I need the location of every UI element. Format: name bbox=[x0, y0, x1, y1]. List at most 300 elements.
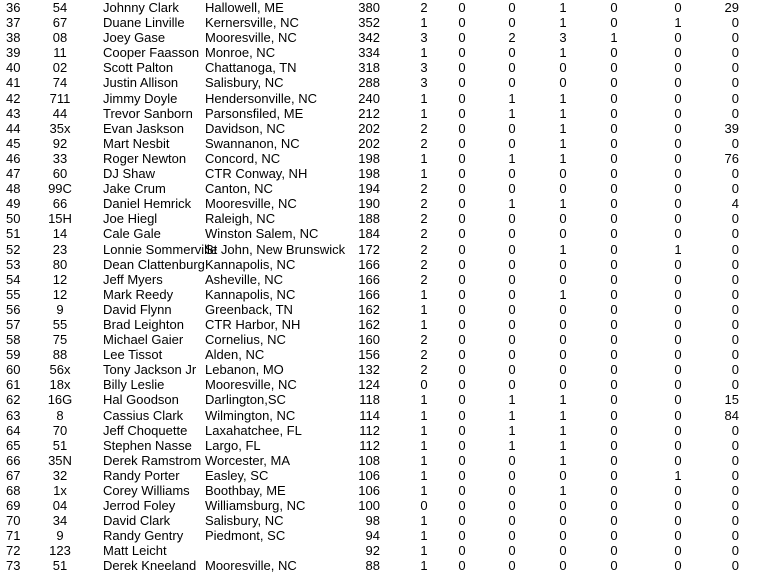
table-row bbox=[0, 151, 760, 166]
table-row bbox=[0, 468, 760, 483]
stat-col-9-cell: 0 bbox=[559, 316, 567, 332]
table-row bbox=[0, 181, 760, 196]
car-number-cell: 67 bbox=[52, 15, 68, 31]
points-cell: 166 bbox=[358, 271, 380, 287]
points-cell: 112 bbox=[359, 437, 380, 453]
points-cell: 166 bbox=[358, 256, 380, 272]
car-number-cell: 80 bbox=[52, 256, 68, 272]
stat-col-7-cell: 0 bbox=[458, 332, 466, 348]
stat-col-9-cell: 0 bbox=[559, 347, 567, 363]
stat-col-8-cell: 0 bbox=[508, 483, 516, 498]
points-cell: 202 bbox=[358, 135, 380, 151]
position-cell: 48 bbox=[6, 181, 21, 197]
hometown-cell: CTR Conway, NH bbox=[205, 166, 308, 182]
table-row bbox=[0, 45, 760, 60]
stat-col-8-cell: 0 bbox=[508, 181, 516, 197]
hometown-cell: Concord, NC bbox=[205, 150, 281, 166]
table-row bbox=[0, 558, 760, 573]
position-cell: 41 bbox=[6, 75, 21, 91]
hometown-cell: Hallowell, ME bbox=[205, 0, 284, 15]
hometown-cell: Largo, FL bbox=[205, 437, 261, 453]
car-number-cell: 66 bbox=[52, 196, 68, 212]
position-cell: 56 bbox=[6, 301, 21, 317]
starts-cell: 1 bbox=[420, 45, 428, 61]
stat-col-7-cell: 0 bbox=[458, 271, 466, 287]
starts-cell: 1 bbox=[420, 467, 428, 483]
stat-col-11-cell: 0 bbox=[674, 120, 682, 136]
stat-col-8-cell: 0 bbox=[508, 347, 516, 363]
driver-name-cell: Tony Jackson Jr bbox=[103, 362, 197, 378]
position-cell: 62 bbox=[6, 392, 21, 408]
starts-cell: 3 bbox=[420, 60, 428, 76]
driver-name-cell: Jake Crum bbox=[103, 181, 166, 197]
stat-col-9-cell: 0 bbox=[559, 271, 567, 287]
table-row bbox=[0, 302, 760, 317]
stat-col-10-cell: 0 bbox=[610, 467, 618, 483]
stat-col-10-cell: 0 bbox=[610, 226, 618, 242]
stat-col-10-cell: 0 bbox=[610, 135, 618, 151]
points-cell: 288 bbox=[358, 75, 380, 91]
stat-col-11-cell: 0 bbox=[674, 528, 682, 544]
table-row bbox=[0, 226, 760, 241]
stat-col-11-cell: 0 bbox=[674, 347, 682, 363]
stat-col-8-cell: 1 bbox=[508, 196, 516, 212]
stat-col-9-cell: 1 bbox=[559, 422, 567, 438]
stat-col-8-cell: 0 bbox=[508, 75, 516, 91]
stat-col-9-cell: 0 bbox=[559, 498, 567, 514]
stat-col-7-cell: 0 bbox=[458, 347, 466, 363]
stat-col-12-cell: 0 bbox=[731, 558, 739, 574]
stat-col-8-cell: 0 bbox=[508, 301, 516, 317]
stat-col-12-cell: 0 bbox=[731, 316, 739, 332]
stat-col-12-cell: 0 bbox=[731, 15, 739, 31]
driver-name-cell: Johnny Clark bbox=[103, 0, 179, 15]
car-number-cell: 51 bbox=[52, 437, 68, 453]
position-cell: 68 bbox=[6, 483, 21, 498]
starts-cell: 1 bbox=[420, 558, 428, 574]
driver-name-cell: Randy Porter bbox=[103, 467, 180, 483]
stat-col-12-cell: 0 bbox=[731, 528, 739, 544]
stat-col-10-cell: 0 bbox=[610, 120, 618, 136]
stat-col-11-cell: 0 bbox=[674, 150, 682, 166]
car-number-cell: 51 bbox=[52, 558, 68, 574]
stat-col-7-cell: 0 bbox=[458, 543, 466, 559]
stat-col-7-cell: 0 bbox=[458, 45, 466, 61]
stat-col-7-cell: 0 bbox=[458, 256, 466, 272]
car-number-cell: 08 bbox=[52, 30, 68, 46]
stat-col-9-cell: 1 bbox=[559, 90, 567, 106]
stat-col-10-cell: 0 bbox=[610, 528, 618, 544]
stat-col-12-cell: 0 bbox=[731, 166, 739, 182]
stat-col-12-cell: 0 bbox=[731, 271, 739, 287]
stat-col-8-cell: 1 bbox=[508, 422, 516, 438]
stat-col-10-cell: 0 bbox=[610, 483, 618, 498]
points-cell: 190 bbox=[358, 196, 380, 212]
position-cell: 63 bbox=[6, 407, 21, 423]
stat-col-10-cell: 0 bbox=[610, 543, 618, 559]
starts-cell: 2 bbox=[420, 332, 428, 348]
stat-col-12-cell: 0 bbox=[731, 422, 739, 438]
points-cell: 92 bbox=[365, 543, 380, 559]
table-row bbox=[0, 287, 760, 302]
stat-col-9-cell: 0 bbox=[559, 332, 567, 348]
starts-cell: 2 bbox=[420, 135, 428, 151]
points-cell: 156 bbox=[358, 347, 380, 363]
hometown-cell: Kernersville, NC bbox=[205, 15, 299, 31]
car-number-cell: 88 bbox=[52, 347, 68, 363]
stat-col-8-cell: 0 bbox=[508, 316, 516, 332]
hometown-cell: Mooresville, NC bbox=[205, 30, 297, 46]
position-cell: 44 bbox=[6, 120, 21, 136]
stat-col-12-cell: 0 bbox=[731, 483, 739, 498]
position-cell: 46 bbox=[6, 150, 21, 166]
stat-col-9-cell: 0 bbox=[559, 558, 567, 574]
table-row bbox=[0, 317, 760, 332]
stat-col-10-cell: 0 bbox=[610, 90, 618, 106]
hometown-cell: Raleigh, NC bbox=[205, 211, 276, 227]
car-number-cell: 18x bbox=[49, 377, 71, 393]
stat-col-7-cell: 0 bbox=[458, 105, 466, 121]
starts-cell: 2 bbox=[420, 181, 428, 197]
points-cell: 160 bbox=[358, 332, 380, 348]
position-cell: 64 bbox=[6, 422, 21, 438]
stat-col-7-cell: 0 bbox=[458, 90, 466, 106]
stat-col-11-cell: 0 bbox=[674, 271, 682, 287]
stat-col-9-cell: 1 bbox=[559, 437, 567, 453]
starts-cell: 1 bbox=[420, 437, 428, 453]
hometown-cell: CTR Harbor, NH bbox=[205, 316, 301, 332]
starts-cell: 3 bbox=[420, 75, 428, 91]
stat-col-12-cell: 0 bbox=[731, 286, 739, 302]
driver-name-cell: David Flynn bbox=[103, 301, 172, 317]
stat-col-11-cell: 0 bbox=[674, 226, 682, 242]
stat-col-10-cell: 0 bbox=[610, 75, 618, 91]
car-number-cell: 711 bbox=[49, 90, 71, 106]
stat-col-8-cell: 2 bbox=[508, 30, 516, 46]
starts-cell: 3 bbox=[420, 30, 428, 46]
stat-col-7-cell: 0 bbox=[458, 483, 466, 498]
stat-col-12-cell: 0 bbox=[731, 30, 739, 46]
points-cell: 184 bbox=[358, 226, 380, 242]
starts-cell: 1 bbox=[420, 528, 428, 544]
position-cell: 59 bbox=[6, 347, 21, 363]
table-row bbox=[0, 392, 760, 407]
car-number-cell: 35x bbox=[49, 120, 71, 136]
driver-name-cell: Matt Leicht bbox=[103, 543, 167, 559]
points-cell: 100 bbox=[358, 498, 380, 514]
points-cell: 198 bbox=[358, 150, 380, 166]
stat-col-11-cell: 0 bbox=[674, 498, 682, 514]
car-number-cell: 34 bbox=[52, 513, 68, 529]
position-cell: 70 bbox=[6, 513, 21, 529]
stat-col-10-cell: 0 bbox=[610, 347, 618, 363]
stat-col-12-cell: 0 bbox=[731, 332, 739, 348]
car-number-cell: 99C bbox=[48, 181, 72, 197]
table-row bbox=[0, 483, 760, 498]
stat-col-11-cell: 0 bbox=[674, 422, 682, 438]
stat-col-7-cell: 0 bbox=[458, 558, 466, 574]
hometown-cell: Easley, SC bbox=[205, 467, 269, 483]
points-cell: 94 bbox=[365, 528, 380, 544]
stat-col-11-cell: 0 bbox=[674, 452, 682, 468]
stat-col-10-cell: 0 bbox=[610, 286, 618, 302]
points-cell: 318 bbox=[358, 60, 380, 76]
starts-cell: 1 bbox=[420, 90, 428, 106]
stat-col-9-cell: 1 bbox=[559, 286, 567, 302]
stat-col-10-cell: 0 bbox=[610, 166, 618, 182]
position-cell: 55 bbox=[6, 286, 21, 302]
stat-col-8-cell: 0 bbox=[508, 467, 516, 483]
position-cell: 40 bbox=[6, 60, 21, 76]
stat-col-7-cell: 0 bbox=[458, 286, 466, 302]
position-cell: 58 bbox=[6, 332, 21, 348]
stat-col-7-cell: 0 bbox=[458, 422, 466, 438]
stat-col-8-cell: 0 bbox=[508, 452, 516, 468]
points-cell: 212 bbox=[358, 105, 380, 121]
stat-col-12-cell: 0 bbox=[731, 135, 739, 151]
stat-col-8-cell: 1 bbox=[508, 392, 516, 408]
position-cell: 45 bbox=[6, 135, 21, 151]
stat-col-9-cell: 1 bbox=[559, 241, 567, 257]
position-cell: 52 bbox=[6, 241, 21, 257]
stat-col-7-cell: 0 bbox=[458, 181, 466, 197]
points-cell: 98 bbox=[365, 513, 380, 529]
table-row bbox=[0, 543, 760, 558]
stat-col-12-cell: 0 bbox=[731, 60, 739, 76]
stat-col-8-cell: 1 bbox=[508, 105, 516, 121]
starts-cell: 2 bbox=[420, 256, 428, 272]
stat-col-9-cell: 1 bbox=[559, 135, 567, 151]
stat-col-8-cell: 0 bbox=[508, 241, 516, 257]
starts-cell: 1 bbox=[420, 422, 428, 438]
position-cell: 72 bbox=[6, 543, 21, 559]
stat-col-7-cell: 0 bbox=[458, 60, 466, 76]
table-row bbox=[0, 362, 760, 377]
stat-col-11-cell: 0 bbox=[674, 392, 682, 408]
table-row bbox=[0, 60, 760, 75]
stat-col-10-cell: 0 bbox=[610, 15, 618, 31]
hometown-cell: Salisbury, NC bbox=[205, 75, 284, 91]
starts-cell: 1 bbox=[420, 301, 428, 317]
stat-col-9-cell: 1 bbox=[559, 15, 567, 31]
stat-col-7-cell: 0 bbox=[458, 120, 466, 136]
stat-col-7-cell: 0 bbox=[458, 362, 466, 378]
starts-cell: 2 bbox=[420, 226, 428, 242]
stat-col-12-cell: 0 bbox=[731, 75, 739, 91]
stat-col-12-cell: 0 bbox=[731, 105, 739, 121]
stat-col-7-cell: 0 bbox=[458, 377, 466, 393]
stat-col-9-cell: 0 bbox=[559, 181, 567, 197]
stat-col-12-cell: 0 bbox=[731, 226, 739, 242]
points-cell: 240 bbox=[358, 90, 380, 106]
stat-col-12-cell: 0 bbox=[731, 181, 739, 197]
stat-col-9-cell: 0 bbox=[559, 211, 567, 227]
hometown-cell: Asheville, NC bbox=[205, 271, 284, 287]
position-cell: 66 bbox=[6, 452, 21, 468]
hometown-cell: Chattanoga, TN bbox=[205, 60, 297, 76]
stat-col-8-cell: 1 bbox=[508, 150, 516, 166]
hometown-cell: Kannapolis, NC bbox=[205, 286, 296, 302]
stat-col-11-cell: 0 bbox=[674, 181, 682, 197]
driver-name-cell: Randy Gentry bbox=[103, 528, 184, 544]
stat-col-10-cell: 0 bbox=[610, 0, 618, 15]
table-row bbox=[0, 513, 760, 528]
stat-col-8-cell: 1 bbox=[508, 90, 516, 106]
starts-cell: 2 bbox=[420, 362, 428, 378]
car-number-cell: 9 bbox=[56, 528, 64, 544]
points-cell: 106 bbox=[358, 483, 380, 498]
driver-name-cell: Michael Gaier bbox=[103, 332, 184, 348]
stat-col-9-cell: 0 bbox=[559, 543, 567, 559]
stat-col-10-cell: 0 bbox=[610, 196, 618, 212]
stat-col-9-cell: 1 bbox=[559, 452, 567, 468]
stat-col-9-cell: 0 bbox=[559, 528, 567, 544]
driver-name-cell: Mark Reedy bbox=[103, 286, 174, 302]
table-row bbox=[0, 423, 760, 438]
stat-col-11-cell: 0 bbox=[674, 558, 682, 574]
stat-col-8-cell: 0 bbox=[508, 45, 516, 61]
position-cell: 57 bbox=[6, 316, 21, 332]
stat-col-11-cell: 0 bbox=[674, 256, 682, 272]
stat-col-7-cell: 0 bbox=[458, 135, 466, 151]
stat-col-8-cell: 0 bbox=[508, 60, 516, 76]
stat-col-7-cell: 0 bbox=[458, 407, 466, 423]
hometown-cell: St John, New Brunswick bbox=[205, 241, 346, 257]
position-cell: 38 bbox=[6, 30, 21, 46]
table-row bbox=[0, 528, 760, 543]
driver-name-cell: Stephen Nasse bbox=[103, 437, 192, 453]
stat-col-9-cell: 0 bbox=[559, 467, 567, 483]
stat-col-9-cell: 1 bbox=[559, 0, 567, 15]
stat-col-12-cell: 0 bbox=[731, 90, 739, 106]
stat-col-10-cell: 0 bbox=[610, 181, 618, 197]
stat-col-12-cell: 29 bbox=[724, 0, 739, 15]
driver-name-cell: Billy Leslie bbox=[103, 377, 165, 393]
starts-cell: 0 bbox=[420, 377, 428, 393]
starts-cell: 1 bbox=[420, 286, 428, 302]
stat-col-10-cell: 0 bbox=[610, 513, 618, 529]
stat-col-8-cell: 0 bbox=[508, 271, 516, 287]
stat-col-8-cell: 0 bbox=[508, 332, 516, 348]
points-cell: 198 bbox=[358, 166, 380, 182]
table-row bbox=[0, 257, 760, 272]
position-cell: 47 bbox=[6, 166, 21, 182]
hometown-cell: Alden, NC bbox=[205, 347, 265, 363]
table-row bbox=[0, 121, 760, 136]
table-row bbox=[0, 408, 760, 423]
hometown-cell: Kannapolis, NC bbox=[205, 256, 296, 272]
position-cell: 67 bbox=[6, 467, 21, 483]
points-cell: 342 bbox=[358, 30, 380, 46]
car-number-cell: 75 bbox=[52, 332, 68, 348]
car-number-cell: 9 bbox=[56, 301, 64, 317]
stat-col-11-cell: 1 bbox=[674, 241, 682, 257]
stat-col-10-cell: 0 bbox=[610, 558, 618, 574]
driver-name-cell: Joey Gase bbox=[103, 30, 166, 46]
stat-col-9-cell: 1 bbox=[559, 150, 567, 166]
table-row bbox=[0, 347, 760, 362]
stat-col-12-cell: 0 bbox=[731, 347, 739, 363]
car-number-cell: 23 bbox=[52, 241, 68, 257]
stat-col-9-cell: 1 bbox=[559, 407, 567, 423]
position-cell: 65 bbox=[6, 437, 21, 453]
stat-col-10-cell: 0 bbox=[610, 437, 618, 453]
table-row bbox=[0, 0, 760, 15]
driver-name-cell: Daniel Hemrick bbox=[103, 196, 192, 212]
stat-col-8-cell: 0 bbox=[508, 211, 516, 227]
table-row bbox=[0, 30, 760, 45]
position-cell: 42 bbox=[6, 90, 21, 106]
car-number-cell: 14 bbox=[52, 226, 68, 242]
stat-col-7-cell: 0 bbox=[458, 211, 466, 227]
car-number-cell: 33 bbox=[52, 150, 68, 166]
hometown-cell: Darlington,SC bbox=[205, 392, 286, 408]
stat-col-9-cell: 1 bbox=[559, 196, 567, 212]
stat-col-10-cell: 0 bbox=[610, 422, 618, 438]
position-cell: 73 bbox=[6, 558, 21, 574]
car-number-cell: 32 bbox=[52, 467, 68, 483]
stat-col-9-cell: 0 bbox=[559, 377, 567, 393]
table-row bbox=[0, 438, 760, 453]
car-number-cell: 11 bbox=[53, 45, 67, 61]
stat-col-11-cell: 0 bbox=[674, 105, 682, 121]
car-number-cell: 44 bbox=[52, 105, 68, 121]
table-row bbox=[0, 166, 760, 181]
points-cell: 202 bbox=[358, 120, 380, 136]
stat-col-12-cell: 0 bbox=[731, 377, 739, 393]
hometown-cell: Wilmington, NC bbox=[205, 407, 296, 423]
stat-col-12-cell: 0 bbox=[731, 301, 739, 317]
hometown-cell: Davidson, NC bbox=[205, 120, 286, 136]
table-row bbox=[0, 15, 760, 30]
table-row bbox=[0, 196, 760, 211]
stat-col-7-cell: 0 bbox=[458, 452, 466, 468]
stat-col-12-cell: 0 bbox=[731, 543, 739, 559]
starts-cell: 0 bbox=[420, 498, 428, 514]
points-cell: 118 bbox=[359, 392, 380, 408]
stat-col-8-cell: 0 bbox=[508, 286, 516, 302]
car-number-cell: 56x bbox=[49, 362, 71, 378]
stat-col-8-cell: 0 bbox=[508, 120, 516, 136]
starts-cell: 2 bbox=[420, 241, 428, 257]
stat-col-8-cell: 0 bbox=[508, 15, 516, 31]
position-cell: 54 bbox=[6, 271, 21, 287]
stat-col-8-cell: 0 bbox=[508, 498, 516, 514]
stat-col-11-cell: 0 bbox=[674, 30, 682, 46]
stat-col-7-cell: 0 bbox=[458, 392, 466, 408]
stat-col-11-cell: 0 bbox=[674, 60, 682, 76]
starts-cell: 1 bbox=[420, 392, 428, 408]
driver-name-cell: Jerrod Foley bbox=[103, 498, 176, 514]
stat-col-11-cell: 1 bbox=[674, 15, 682, 31]
car-number-cell: 8 bbox=[56, 407, 64, 423]
driver-name-cell: Lonnie Sommerville bbox=[103, 241, 218, 257]
driver-name-cell: David Clark bbox=[103, 513, 171, 529]
stat-col-10-cell: 0 bbox=[610, 392, 618, 408]
points-cell: 108 bbox=[358, 452, 380, 468]
stat-col-10-cell: 0 bbox=[610, 256, 618, 272]
points-cell: 352 bbox=[358, 15, 380, 31]
table-row bbox=[0, 106, 760, 121]
stat-col-7-cell: 0 bbox=[458, 226, 466, 242]
stat-col-11-cell: 0 bbox=[674, 316, 682, 332]
driver-name-cell: Trevor Sanborn bbox=[103, 105, 193, 121]
stat-col-8-cell: 0 bbox=[508, 377, 516, 393]
car-number-cell: 1x bbox=[53, 483, 67, 498]
hometown-cell: Hendersonville, NC bbox=[205, 90, 317, 106]
starts-cell: 1 bbox=[420, 105, 428, 121]
points-cell: 166 bbox=[358, 286, 380, 302]
